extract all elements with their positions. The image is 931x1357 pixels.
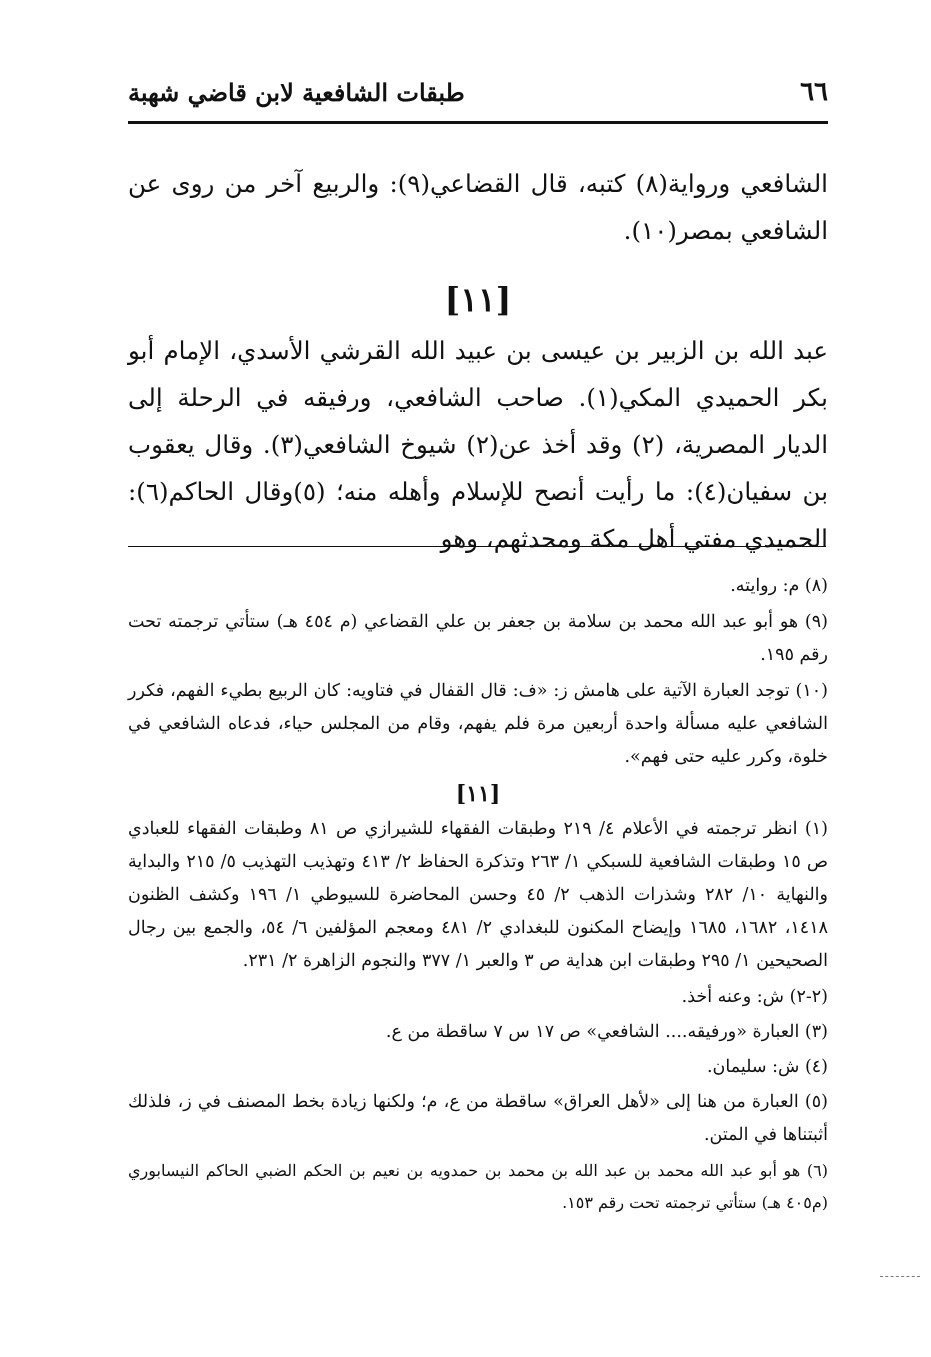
footnote-4: (٤) ش: سليمان. [706,1057,828,1077]
footnote-entry-heading: [١١] [455,781,501,807]
footnote-1: (١) انظر ترجمته في الأعلام ٤/ ٢١٩ وطبقات الفقهاء للشيرازي ص ٨١ وطبقات الفقهاء للعبادي ص ١٥ وطبقات الشافعية للسبكي ١/ ٢٦٣ وتذكرة الحفاظ ٢/ ٤١٣ وتهذيب التهذيب ٥/ ٢١٥ والبداية والنهاية ١٠/ ٢٨٢ وشذرات الذهب ٢/ ٤٥ وحسن المحاضرة للسيوطي ١/ ١٩٦ وكشف الظنون ١٤١٨، ١٦٨٢، ١٦٨٥ وإيضاح المكنون للبغدادي ٢/ ٤٨١ ومعجم المؤلفين ٦/ ٥٤، والجمع بين رجال الصحيحين ١/ ٢٩٥ وطبقات ابن هداية ص ٣ والعبر ١/ ٣٧٧ والنجوم الزاهرة ٢/ ٢٣١. [128,819,828,971]
footnote-2-2: (٢-٢) ش: وعنه أخذ. [681,987,828,1007]
footnote-8: (٨) م: روايته. [730,576,828,596]
footnote-6: (٦) هو أبو عبد الله محمد بن عبد الله بن محمد بن حمدويه بن نعيم بن الحكم الضبي الحاكم النيسابوري (م٤٠٥ هـ) ستأتي ترجمته تحت رقم ١٥٣. [128,1161,828,1212]
footnotes [128,570,828,1222]
scan-edge-mark [880,1276,920,1277]
footnote-rule [128,546,826,547]
footnote-3: (٣) العبارة «ورفيقه.... الشافعي» ص ١٧ س ٧ ساقطة من ع. [385,1022,828,1042]
running-title: طبقات الشافعية لابن قاضي شهبة [128,77,465,107]
header-rule [128,121,828,124]
continuation-paragraph: الشافعي ورواية(٨) كتبه، قال القضاعي(٩): والربيع آخر من روى عن الشافعي بمصر(١٠). [128,169,828,245]
entry-number: [١١] [444,280,512,319]
footnote-5: (٥) العبارة من هنا إلى «لأهل العراق» ساقطة من ع، م؛ ولكنها زيادة بخط المصنف في ز، فلذلك أثبتناها في المتن. [128,1092,828,1145]
biography-paragraph: عبد الله بن الزبير بن عيسى بن عبيد الله القرشي الأسدي، الإمام أبو بكر الحميدي المكي(١). صاحب الشافعي، ورفيقه في الرحلة إلى الديار المصرية، (٢) وقد أخذ عن(٢) شيوخ الشافعي(٣). وقال يعقوب بن سفيان(٤): ما رأيت أنصح للإسلام وأهله منه؛ (٥)وقال الحاكم(٦): الحميدي مفتي أهل مكة ومحدثهم، وهو [128,336,829,553]
footnote-9: (٩) هو أبو عبد الله محمد بن سلامة بن جعفر بن علي القضاعي (م ٤٥٤ هـ) ستأتي ترجمته تحت رقم ١٩٥. [128,612,828,665]
page-number: ٦٦ [800,77,828,107]
page-header [128,72,828,112]
footnote-10: (١٠) توجد العبارة الآتية على هامش ز: «ف: قال القفال في فتاويه: كان الربيع بطيء الفهم، فكرر الشافعي عليه مسألة واحدة أربعين مرة فلم يفهم، وقام من المجلس حياء، فدعاه الشافعي في خلوة، وكرر عليه حتى فهم». [128,681,828,767]
